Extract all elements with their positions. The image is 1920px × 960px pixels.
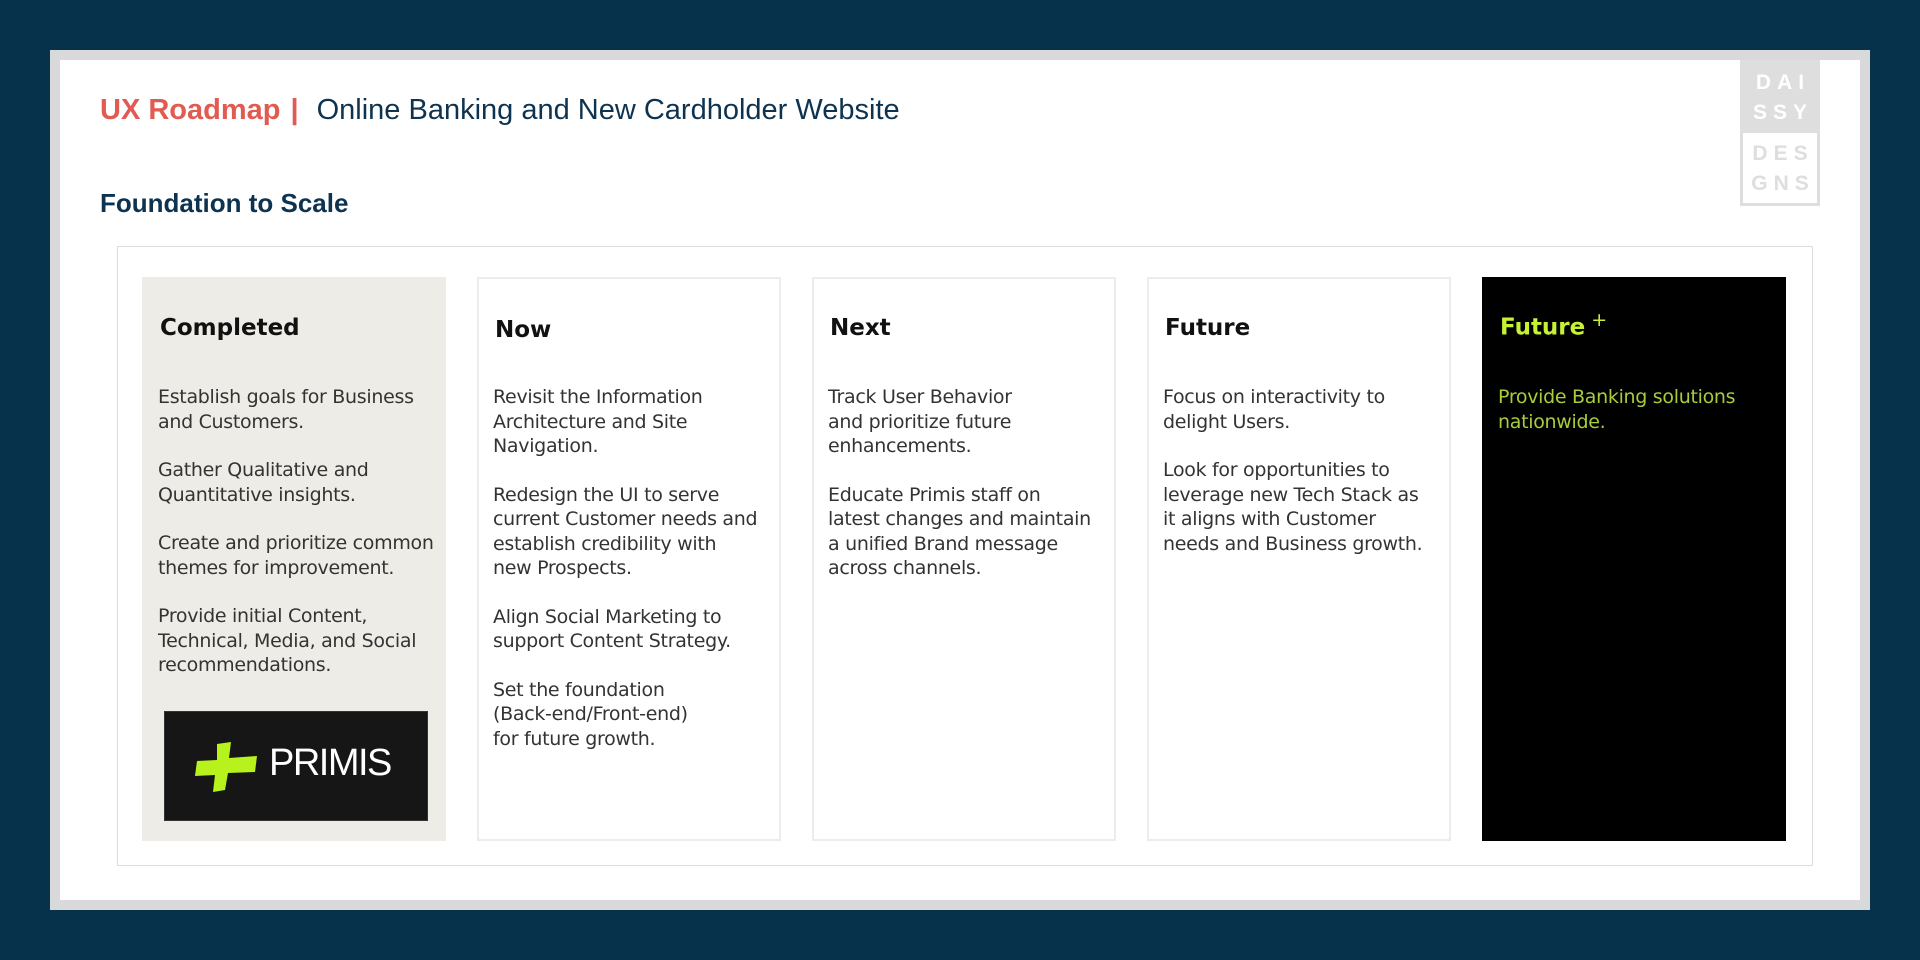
column-title — [1500, 309, 1607, 341]
roadmap-item: Educate Primis staff on latest changes and maintain a unified Brand message across channels. — [828, 483, 1091, 579]
roadmap-item: Establish goals for Business and Customers. — [158, 386, 414, 433]
logo-top-block — [1743, 63, 1817, 133]
roadmap-item: Align Social Marketing to support Content Strategy. — [493, 605, 731, 652]
header-title: Online Banking and New Cardholder Website — [316, 94, 900, 126]
roadmap-item: Redesign the UI to serve current Customer needs and establish credibility with new Prospects. — [493, 483, 758, 579]
roadmap-item: Set the foundation (Back-end/Front-end) for future growth. — [493, 678, 688, 750]
column-items — [828, 385, 1110, 605]
column-next — [812, 277, 1116, 841]
column-title: Now — [495, 317, 552, 343]
roadmap-item: Focus on interactivity to delight Users. — [1163, 386, 1385, 433]
roadmap-item: Provide Banking solutions nationwide. — [1498, 386, 1736, 433]
column-title-text: Future — [1500, 314, 1586, 341]
daissy-designs-logo — [1740, 60, 1820, 206]
logo-text: GNS — [1751, 172, 1815, 195]
section-subtitle: Foundation to Scale — [100, 188, 349, 218]
column-title: Completed — [160, 315, 300, 341]
column-completed — [142, 277, 446, 841]
column-items — [1163, 385, 1445, 580]
slide-header — [100, 94, 900, 127]
roadmap-item: Provide initial Content, Technical, Media, and Social recommendations. — [158, 605, 417, 676]
primis-wordmark: PRIMIS — [269, 742, 391, 784]
roadmap-item: Track User Behavior and prioritize future enhancements. — [828, 386, 1012, 457]
logo-text: DES — [1752, 142, 1814, 165]
roadmap-item: Revisit the Information Architecture and Site Navigation. — [493, 386, 703, 457]
logo-text: DAI — [1755, 71, 1811, 94]
header-accent: UX Roadmap — [100, 94, 281, 126]
roadmap-board — [117, 246, 1813, 866]
column-items — [1498, 385, 1780, 458]
column-future — [1147, 277, 1451, 841]
plus-suffix: + — [1591, 309, 1608, 331]
slide — [60, 60, 1860, 900]
column-future-plus — [1482, 277, 1786, 841]
header-separator: | — [290, 94, 299, 126]
primis-logo — [164, 711, 428, 821]
column-items — [158, 385, 440, 702]
roadmap-item: Gather Qualitative and Quantitative insights. — [158, 459, 369, 506]
logo-bottom-block — [1743, 135, 1817, 203]
logo-text: SSY — [1752, 101, 1814, 124]
column-title: Future — [1165, 315, 1251, 341]
column-items — [493, 385, 775, 775]
column-now — [477, 277, 781, 841]
roadmap-item: Look for opportunities to leverage new Tech Stack as it aligns with Customer needs and Business growth. — [1163, 459, 1423, 555]
column-title: Next — [830, 315, 891, 341]
primis-cross-icon — [195, 742, 259, 792]
roadmap-item: Create and prioritize common themes for improvement. — [158, 532, 434, 579]
